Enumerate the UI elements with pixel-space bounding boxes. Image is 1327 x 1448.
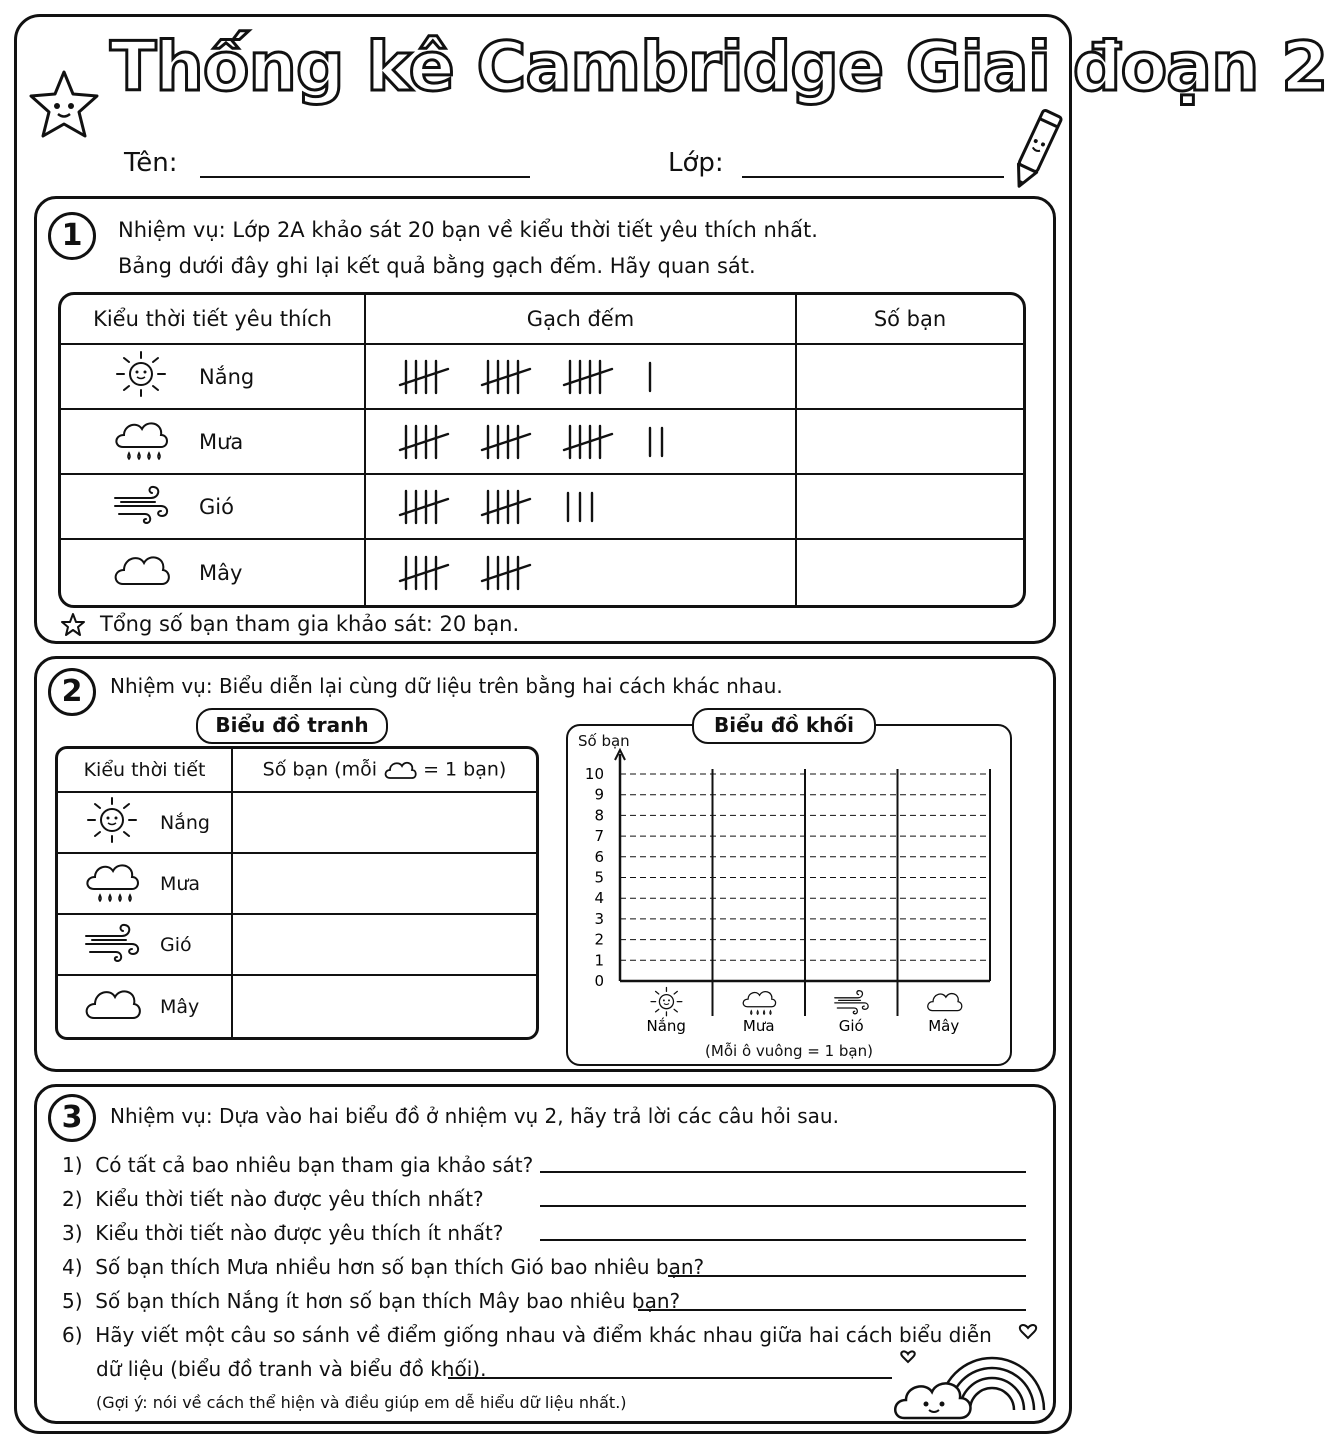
table-row <box>61 540 1023 605</box>
question-text: Số bạn thích Mưa nhiều hơn số bạn thích Gió bao nhiêu bạn? <box>95 1255 705 1279</box>
y-tick-label: 0 <box>594 972 604 990</box>
x-tick-label: Gió <box>838 1017 864 1035</box>
y-tick-label: 5 <box>594 868 604 887</box>
section-2-number: 2 <box>48 668 96 716</box>
question-5 <box>62 1284 680 1318</box>
y-tick-label: 9 <box>594 785 604 804</box>
question-text: Hãy viết một câu so sánh về điểm giống nhau và điểm khác nhau giữa hai cách biểu diễn <box>95 1323 992 1347</box>
block-chart-title: Biểu đồ khối <box>692 708 876 744</box>
tally-group-five <box>398 357 450 397</box>
question-number: 5) <box>62 1289 83 1313</box>
section-1-task <box>118 212 818 284</box>
section-1-task-line1: Nhiệm vụ: Lớp 2A khảo sát 20 bạn về kiểu thời tiết yêu thích nhất. <box>118 218 818 242</box>
y-tick-label: 2 <box>594 930 604 949</box>
y-tick-label: 10 <box>584 765 604 783</box>
wind-icon <box>111 478 171 535</box>
cloud-icon <box>928 994 962 1011</box>
y-tick-label: 7 <box>594 827 604 846</box>
answer-line-4[interactable] <box>668 1275 1026 1277</box>
y-tick-label: 8 <box>594 806 604 825</box>
answer-line-1[interactable] <box>540 1171 1026 1173</box>
rain-cloud-icon <box>111 413 171 470</box>
answer-line-3[interactable] <box>540 1239 1026 1241</box>
tally-group-five <box>562 357 614 397</box>
tally-group-five <box>398 422 450 462</box>
table-row <box>61 475 1023 540</box>
question-number: 6) <box>62 1323 83 1347</box>
tally-group-five <box>480 357 532 397</box>
star-bullet-icon <box>60 612 86 638</box>
section-1-task-line2: Bảng dưới đây ghi lại kết quả bằng gạch đếm. Hãy quan sát. <box>118 254 756 278</box>
table-row <box>61 410 1023 475</box>
class-label: Lớp: <box>668 148 724 178</box>
tally-marks <box>366 422 795 462</box>
question-6-line2: dữ liệu (biểu đồ tranh và biểu đồ khối). <box>96 1357 487 1381</box>
pictograph-header-weather: Kiểu thời tiết <box>58 749 233 793</box>
table-row <box>61 345 1023 410</box>
weather-label: Mưa <box>199 429 244 454</box>
weather-label: Mưa <box>160 872 201 895</box>
question-text: Số bạn thích Nắng ít hơn số bạn thích Mây bao nhiêu bạn? <box>95 1289 681 1313</box>
pictograph-answer-cell[interactable] <box>233 976 536 1037</box>
question-3 <box>62 1216 503 1250</box>
pictograph-key-suffix: = 1 bạn) <box>423 758 507 781</box>
name-label: Tên: <box>124 148 178 178</box>
question-number: 3) <box>62 1221 83 1245</box>
rain-cloud-icon <box>743 992 775 1015</box>
pictograph-title: Biểu đồ tranh <box>196 708 388 744</box>
table-row <box>58 793 536 854</box>
total-note: Tổng số bạn tham gia khảo sát: 20 bạn. <box>100 612 520 636</box>
weather-label: Nắng <box>199 364 255 389</box>
question-1 <box>62 1148 533 1182</box>
name-field[interactable] <box>200 152 530 178</box>
sun-icon <box>651 988 682 1016</box>
weather-label: Nắng <box>160 811 210 834</box>
table-row <box>58 915 536 976</box>
answer-line-2[interactable] <box>540 1205 1026 1207</box>
tally-marks <box>366 357 795 397</box>
cloud-icon <box>111 544 171 601</box>
table-row <box>58 854 536 915</box>
question-number: 4) <box>62 1255 83 1279</box>
rainbow-cloud-icon <box>890 1318 1052 1426</box>
count-answer-cell[interactable] <box>797 345 1023 410</box>
y-tick-label: 4 <box>594 889 604 908</box>
count-answer-cell[interactable] <box>797 540 1023 605</box>
tally-group-five <box>398 487 450 527</box>
block-chart-ylabel: Số bạn <box>578 732 630 750</box>
answer-line-5[interactable] <box>638 1309 1026 1311</box>
star-mascot-icon <box>26 68 102 142</box>
tally-group-five <box>480 422 532 462</box>
pictograph-table <box>55 746 539 1040</box>
hint: (Gợi ý: nói về cách thể hiện và điều giúp em dễ hiểu dữ liệu nhất.) <box>96 1393 627 1412</box>
pencil-icon <box>1004 104 1068 196</box>
tally-remainder <box>644 357 662 397</box>
question-6 <box>62 1318 992 1352</box>
tally-remainder <box>562 487 604 527</box>
question-text: Kiểu thời tiết nào được yêu thích nhất? <box>95 1187 484 1211</box>
x-tick-label: Nắng <box>646 1017 686 1035</box>
weather-label: Mây <box>199 560 243 585</box>
tally-header-weather: Kiểu thời tiết yêu thích <box>61 295 366 345</box>
question-2 <box>62 1182 484 1216</box>
y-tick-label: 3 <box>594 909 604 928</box>
cloud-key-icon <box>383 759 417 781</box>
weather-label: Gió <box>199 494 234 519</box>
x-tick-label: Mây <box>928 1017 960 1035</box>
question-number: 2) <box>62 1187 83 1211</box>
count-answer-cell[interactable] <box>797 410 1023 475</box>
wind-icon <box>82 916 142 973</box>
question-text: Kiểu thời tiết nào được yêu thích ít nhất? <box>95 1221 504 1245</box>
pictograph-header-count <box>233 749 536 793</box>
pictograph-answer-cell[interactable] <box>233 915 536 976</box>
tally-group-five <box>480 553 532 593</box>
block-chart[interactable] <box>566 724 1012 1066</box>
answer-line-6[interactable] <box>448 1377 892 1379</box>
tally-group-five <box>398 553 450 593</box>
name-row <box>124 148 530 178</box>
sun-icon <box>82 794 142 851</box>
section-2-task: Nhiệm vụ: Biểu diễn lại cùng dữ liệu trên bằng hai cách khác nhau. <box>110 674 783 698</box>
wind-icon <box>835 991 868 1014</box>
table-row <box>58 976 536 1037</box>
sun-icon <box>111 348 171 405</box>
block-chart-note: (Mỗi ô vuông = 1 bạn) <box>705 1042 873 1060</box>
tally-header-count: Số bạn <box>797 295 1023 345</box>
rain-cloud-icon <box>82 855 142 912</box>
tally-header-tally: Gạch đếm <box>366 295 797 345</box>
weather-label: Mây <box>160 995 200 1018</box>
tally-table <box>58 292 1026 608</box>
class-row <box>668 148 1004 178</box>
section-3-number: 3 <box>48 1094 96 1142</box>
pictograph-answer-cell[interactable] <box>233 793 536 854</box>
tally-marks <box>366 553 795 593</box>
y-tick-label: 6 <box>594 847 604 866</box>
section-3-task: Nhiệm vụ: Dựa vào hai biểu đồ ở nhiệm vụ 2, hãy trả lời các câu hỏi sau. <box>110 1104 839 1128</box>
count-answer-cell[interactable] <box>797 475 1023 540</box>
class-field[interactable] <box>742 152 1004 178</box>
x-tick-label: Mưa <box>742 1017 775 1035</box>
question-4 <box>62 1250 704 1284</box>
section-1-number: 1 <box>48 212 96 260</box>
question-text: Có tất cả bao nhiêu bạn tham gia khảo sát? <box>95 1153 534 1177</box>
tally-group-five <box>562 422 614 462</box>
tally-marks <box>366 487 795 527</box>
page-title: Thống kê Cambridge Giai đoạn 2 <box>110 28 1327 107</box>
tally-group-five <box>480 487 532 527</box>
y-tick-label: 1 <box>594 951 604 970</box>
pictograph-key-prefix: Số bạn (mỗi <box>262 758 377 781</box>
weather-label: Gió <box>160 933 192 956</box>
tally-remainder <box>644 422 674 462</box>
question-number: 1) <box>62 1153 83 1177</box>
cloud-icon <box>82 978 142 1035</box>
pictograph-answer-cell[interactable] <box>233 854 536 915</box>
